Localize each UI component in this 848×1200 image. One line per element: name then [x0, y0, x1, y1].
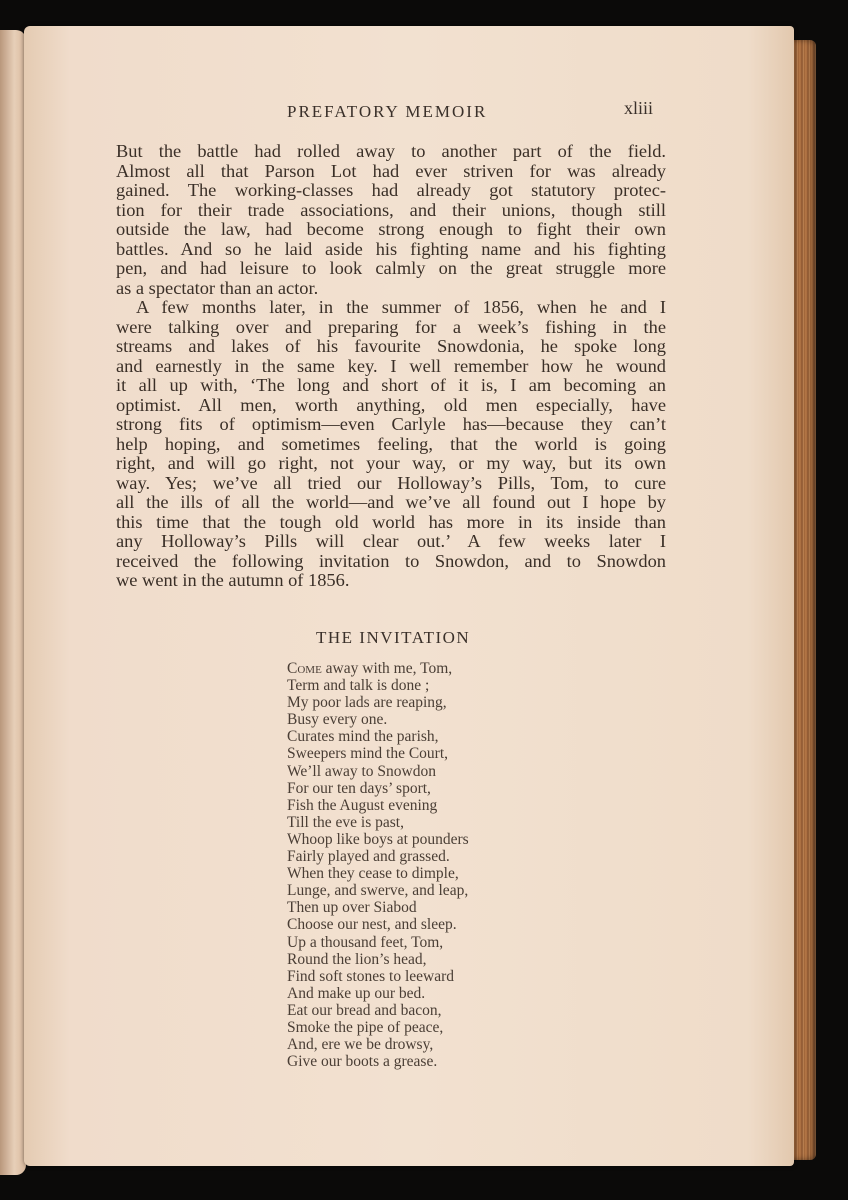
poem-line: Till the eve is past, [287, 813, 404, 831]
prose-line: all the ills of all the world—and we’ve all found out I hope by [116, 492, 666, 512]
poem-line: Whoop like boys at pounders [287, 830, 469, 848]
poem-line: Curates mind the parish, [287, 728, 439, 746]
poem-line: Busy every one. [287, 711, 388, 729]
prose-line: tion for their trade associations, and their unions, though still [116, 199, 666, 220]
poem-line: Lunge, and swerve, and leap, [287, 882, 469, 900]
poem-line: Smoke the pipe of peace, [287, 1018, 444, 1036]
poem-line: For our ten days’ sport, [287, 779, 431, 797]
prose-line: received the following invitation to Snowdon, and to Snowdon [116, 550, 666, 571]
prose-line: streams and lakes of his favourite Snowdonia, he spoke long [116, 336, 666, 356]
page-number: xliii [624, 98, 654, 118]
poem-line: When they cease to dimple, [287, 865, 459, 883]
prose-line: strong fits of optimism—even Carlyle has—because they can’t [116, 414, 666, 434]
prose-line: and earnestly in the same key. I well remember how he wound [116, 355, 666, 376]
prose-line: as a spectator than an actor. [116, 277, 319, 298]
prose-line: right, and will go right, not your way, or my way, but its own [116, 453, 666, 473]
poem-line: Up a thousand feet, Tom, [287, 933, 444, 951]
poem-line: Choose our nest, and sleep. [287, 916, 457, 934]
prose-line: optimist. All men, worth anything, old men especially, have [116, 394, 666, 415]
prose-line: way. Yes; we’ve all tried our Holloway’s Pills, Tom, to cure [116, 472, 666, 493]
prose-line: But the battle had rolled away to another part of the field. [116, 141, 666, 161]
poem-line: Give our boots a grease. [287, 1053, 438, 1071]
prose-line: help hoping, and sometimes feeling, that the world is going [116, 433, 666, 454]
poem-line: We’ll away to Snowdon [287, 762, 436, 780]
prose-line: this time that the tough old world has more in its inside than [116, 511, 666, 532]
prose-line: any Holloway’s Pills will clear out.’ A few weeks later I [116, 531, 666, 551]
poem-line: Round the lion’s head, [287, 950, 427, 968]
running-head: PREFATORY MEMOIR [287, 102, 488, 121]
poem-line: Then up over Siabod [287, 899, 417, 917]
poem-first-word: Come [287, 660, 322, 677]
poem-line [287, 660, 469, 677]
prose-line: outside the law, had become strong enough to fight their own [116, 219, 666, 239]
prose-line: Almost all that Parson Lot had ever striven for was already [116, 160, 666, 181]
poem-line: Eat our bread and bacon, [287, 1001, 442, 1019]
poem-line: Term and talk is done ; [287, 677, 430, 695]
prose-line: it all up with, ‘The long and short of it is, I am becoming an [116, 375, 666, 395]
prose-line: battles. And so he laid aside his fighting name and his fighting [116, 238, 666, 259]
poem-block [287, 660, 469, 1070]
facing-page-edge [0, 30, 26, 1175]
poem-line: Fairly played and grassed. [287, 848, 450, 866]
poem-first-line-rest: away with me, Tom, [321, 660, 453, 677]
poem-line: And make up our bed. [287, 984, 426, 1002]
book-page [24, 26, 794, 1166]
prose-line: gained. The working-classes had already got statutory protec- [116, 180, 666, 200]
poem-line: Sweepers mind the Court, [287, 745, 449, 763]
prose-line: A few months later, in the summer of 1856, when he and I [136, 297, 666, 317]
poem-line: Find soft stones to leeward [287, 967, 455, 985]
poem-title: THE INVITATION [316, 628, 471, 647]
poem-line: My poor lads are reaping, [287, 694, 447, 712]
prose-line: we went in the autumn of 1856. [116, 570, 350, 590]
prose-line: pen, and had leisure to look calmly on the great struggle more [116, 258, 666, 278]
prose-block [116, 142, 666, 591]
prose-line: were talking over and preparing for a week’s fishing in the [116, 316, 666, 337]
poem-line: Fish the August evening [287, 796, 438, 814]
poem-line: And, ere we be drowsy, [287, 1036, 434, 1054]
